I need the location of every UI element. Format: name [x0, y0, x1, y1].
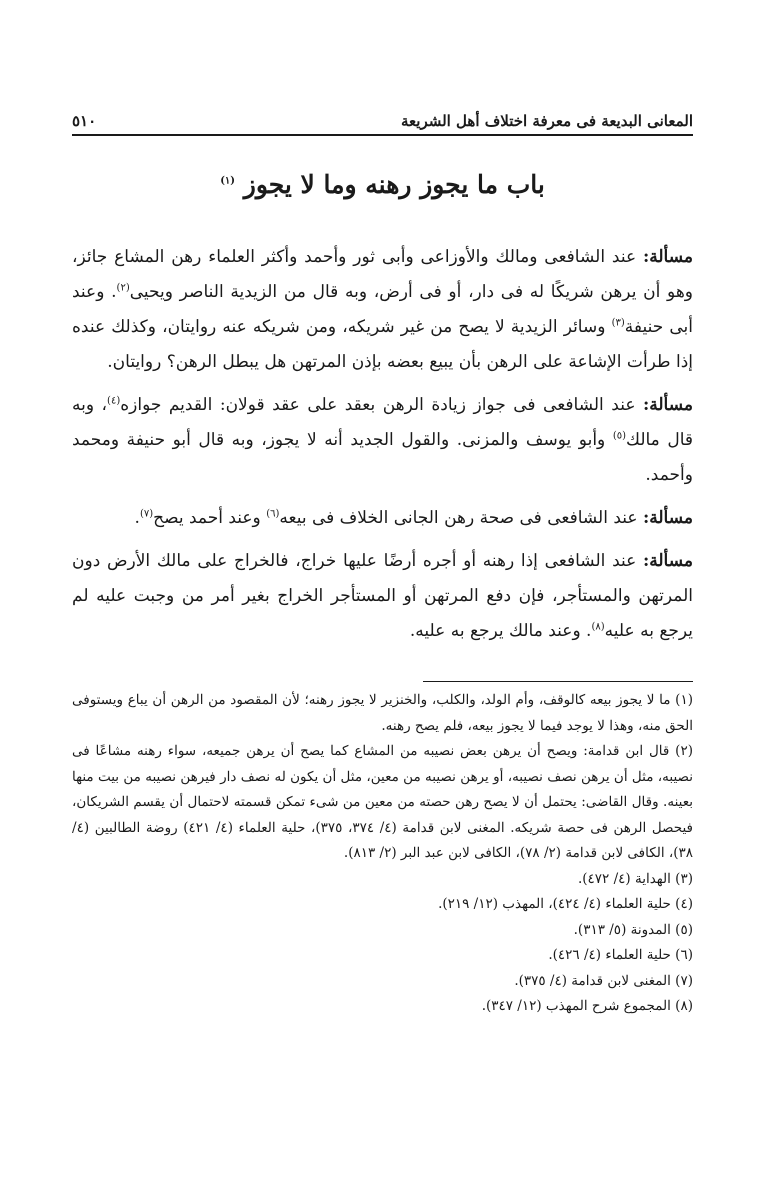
- issue-text: عند الشافعى إذا رهنه أو أجره أرضًا عليها خراج، فالخراج على مالك الأرض دون المرتهن والمستأجر، فإن دفع المرتهن أو المستأجر الخراج بغير أمر من وجبت عليه لم يرجع به عليه: [72, 551, 693, 641]
- book-title: المعانى البديعة فى معرفة اختلاف أهل الشريعة: [400, 112, 693, 130]
- issue-text: . وعند أبى حنيفة: [72, 282, 693, 337]
- footnote-ref: (١): [220, 175, 236, 187]
- main-text: [72, 240, 693, 657]
- header-rule: [72, 134, 693, 136]
- footnote-ref: (٨): [591, 621, 605, 633]
- issue-text: عند الشافعى فى صحة رهن الجانى الخلاف فى بيعه: [279, 508, 643, 528]
- issue-label: مسألة:: [642, 247, 693, 267]
- issue-label: مسألة:: [642, 395, 693, 415]
- footnote-ref: (٣): [611, 317, 625, 329]
- issue-label: مسألة:: [642, 508, 693, 528]
- issue-text: .: [134, 508, 140, 528]
- footnote: (٥) المدونة (٥/ ٣١٣).: [573, 921, 693, 938]
- footnotes: [72, 688, 693, 1020]
- issue-label: مسألة:: [642, 551, 693, 571]
- chapter-title-text: باب ما يجوز رهنه وما لا يجوز: [243, 170, 545, 199]
- footnote: (١) ما لا يجوز بيعه كالوقف، وأم الولد، والكلب، والخنزير لا يجوز رهنه؛ لأن المقصود من الرهن أن يباع ويستوفى الحق منه، وهذا لا يوجد فيما لا يجوز بيعه، فلم يصح رهنه.: [72, 692, 693, 734]
- footnote-ref: (٥): [612, 430, 626, 442]
- issue-text: وعند أحمد يصح: [153, 508, 267, 528]
- issue-paragraph: [72, 240, 693, 380]
- issue-text: وأبو يوسف والمزنى. والقول الجديد أنه لا يجوز، وبه قال أبو حنيفة ومحمد وأحمد.: [72, 430, 693, 485]
- issue-paragraph: [72, 544, 693, 649]
- footnote: (٧) المغنى لابن قدامة (٤/ ٣٧٥).: [514, 972, 693, 989]
- issue-text: وسائر الزيدية لا يصح من غير شريكه، ومن شريكه عنه روايتان، وكذلك عنده إذا طرأت الإشاعة على الرهن بأن يبيع بعضه بإذن المرتهن هل يبطل الرهن؟ روايتان.: [72, 317, 693, 372]
- issue-text: عند الشافعى فى جواز زيادة الرهن بعقد على عقد قولان: القديم جوازه: [120, 395, 643, 415]
- issue-text: ، وبه قال مالك: [72, 395, 694, 450]
- issue-text: . وعند مالك يرجع به عليه.: [409, 621, 592, 641]
- chapter-title: [72, 170, 693, 199]
- footnote-ref: (٤): [107, 395, 121, 407]
- footnote: (٣) الهداية (٤/ ٤٧٢).: [577, 870, 693, 887]
- footnote: (٦) حلية العلماء (٤/ ٤٢٦).: [548, 947, 693, 963]
- footnote-ref: (٧): [139, 508, 154, 520]
- footnote-rule: [423, 681, 693, 682]
- footnote: (٢) قال ابن قدامة: ويصح أن يرهن بعض نصيبه من المشاع كما يصح أن يرهن جميعه، سواء رهنه مشاعًا فى نصيبه، مثل أن يرهن نصف نصيبه، أو يرهن نصيبه من معين، مثل أن يكون له نصف دار فيرهن نصيبه من بيت منها بعينه. وقال القاضى: يحتمل أن لا يصح رهن حصته من معين من شىء تمكن قسمته لاحتمال أن يقسم الشريكان، فيحصل الرهن فى حصة شريكه. المغنى لابن قدامة (٤/ ٣٧٤، ٣٧٥)، حلية العلماء (٤/ ٤٢١) روضة الطالبين (٤/ ٣٨)، الكافى لابن قدامة (٢/ ٧٨)، الكافى لابن عبد البر (٢/ ٨١٣).: [72, 743, 693, 861]
- issue-paragraph: [72, 388, 693, 493]
- issue-paragraph: [72, 501, 693, 536]
- issue-text: عند الشافعى ومالك والأوزاعى وأبى ثور وأحمد وأكثر العلماء رهن المشاع جائز، وهو أن يرهن شريكًا له فى دار، أو فى أرض، وبه قال من الزيدية الناصر ويحيى: [72, 247, 694, 302]
- page-number: ٥١٠: [72, 112, 97, 130]
- footnote-ref: (٢): [116, 282, 130, 294]
- footnote-ref: (٦): [266, 508, 280, 520]
- running-header: [72, 96, 693, 130]
- footnote: (٤) حلية العلماء (٤/ ٤٢٤)، المهذب (١٢/ ٢١٩).: [438, 896, 693, 912]
- footnote: (٨) المجموع شرح المهذب (١٢/ ٣٤٧).: [481, 998, 693, 1014]
